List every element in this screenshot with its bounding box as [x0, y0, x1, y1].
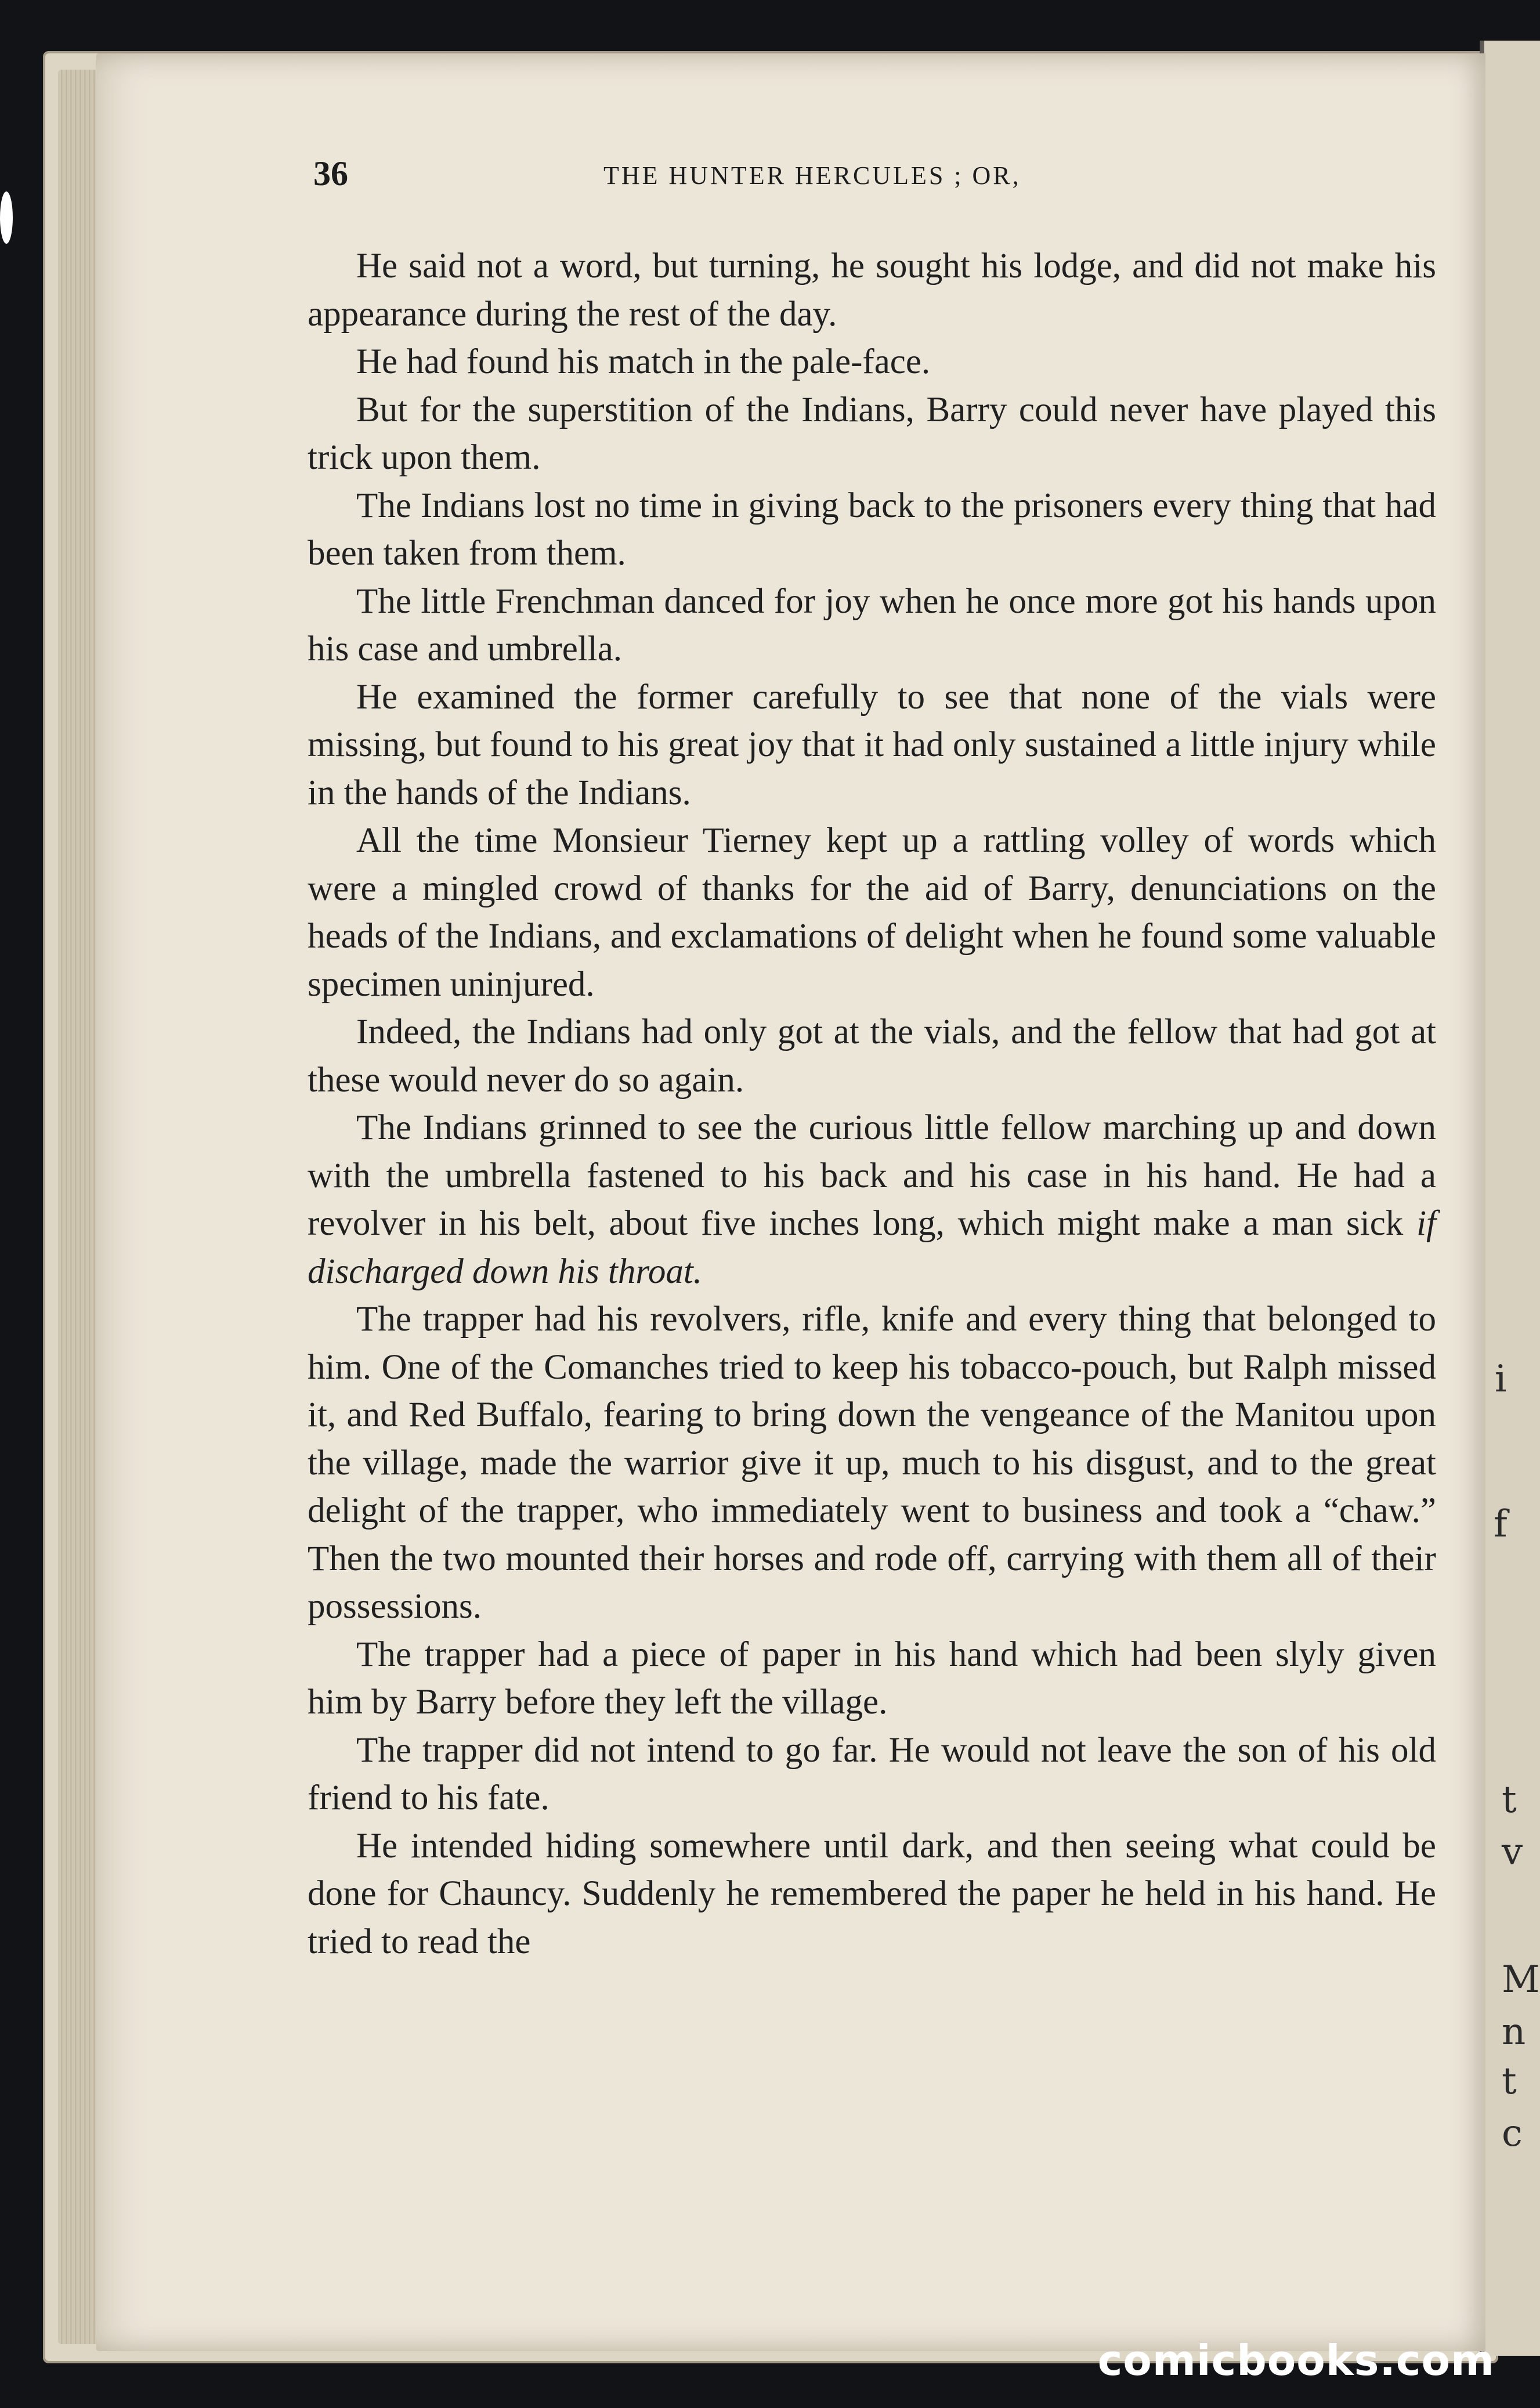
paragraph: He intended hiding somewhere until dark, and then seeing what could be done for Chauncy. Suddenly he remembered the paper he held in his hand. He tried to read the: [308, 1826, 1436, 1961]
paragraph: All the time Monsieur Tierney kept up a rattling volley of words which were a mingled crowd of thanks for the aid of Barry, denunciations on the heads of the Indians, and exclamations of delight when he found some valuable specimen uninjured.: [308, 821, 1436, 1004]
paragraph: He examined the former carefully to see that none of the vials were missing, but found to his great joy that it had only sustained a little injury while in the hands of the Indians.: [308, 677, 1436, 812]
paragraph: The trapper had a piece of paper in his hand which had been slyly given him by Barry before they left the village.: [308, 1635, 1436, 1722]
facing-page-fragment: c: [1502, 2112, 1523, 2155]
paragraph: He said not a word, but turning, he sought his lodge, and did not make his appearance during the rest of the day.: [308, 247, 1436, 334]
paragraph: He had found his match in the pale-face.: [356, 342, 931, 381]
facing-page-fragment: v: [1502, 1831, 1523, 1874]
paragraph: The trapper had his revolvers, rifle, knife and every thing that belonged to him. One of the Comanches tried to keep his tobacco-pouch, but Ralph missed it, and Red Buffalo, fearing to bring down the vengeance of the Manitou upon the village, made the warrior give it up, much to his disgust, and to the great delight of the trapper, who immediately went to business and took a “chaw.” Then the two mounted their horses and rode off, carrying with them all of their possessions.: [308, 1300, 1436, 1626]
paragraph: Indeed, the Indians had only got at the vials, and the fellow that had got at these would never do so again.: [308, 1013, 1436, 1100]
site-watermark: comicbooks.com: [1097, 2336, 1495, 2385]
paragraph: The Indians lost no time in giving back to the prisoners every thing that had been taken from them.: [308, 486, 1436, 573]
paragraph: But for the superstition of the Indians, Barry could never have played this trick upon them.: [308, 390, 1436, 477]
paragraph: The trapper did not intend to go far. He would not leave the son of his old friend to his fate.: [308, 1730, 1436, 1817]
facing-page-fragment: M: [1502, 1958, 1540, 2001]
facing-page-edge: [1480, 41, 1540, 2356]
paragraph: [308, 1104, 1436, 1296]
running-head: THE HUNTER HERCULES ; OR,: [603, 161, 1021, 190]
page-body-text: [308, 243, 1436, 1966]
facing-page-fragment: i: [1495, 1358, 1507, 1401]
paragraph: The little Frenchman danced for joy when he once more got his hands upon his case and umbrella.: [308, 581, 1436, 668]
facing-page-fragment: t: [1502, 2060, 1517, 2103]
paragraph-text: The Indians grinned to see the curious little fellow marching up and down with the umbrella fastened to his back and his case in his hand. He had a revolver in his belt, about five inches long, which might make a man sick: [308, 1108, 1436, 1243]
facing-page-fragment: f: [1494, 1503, 1508, 1546]
facing-page-fragment: t: [1502, 1778, 1517, 1821]
page-header: [313, 154, 1451, 200]
binding-mark: [0, 191, 13, 244]
italic-phrase: if discharged down his throat.: [308, 1204, 1436, 1291]
facing-page-fragment: n: [1502, 2011, 1526, 2053]
page-number: 36: [313, 154, 348, 193]
